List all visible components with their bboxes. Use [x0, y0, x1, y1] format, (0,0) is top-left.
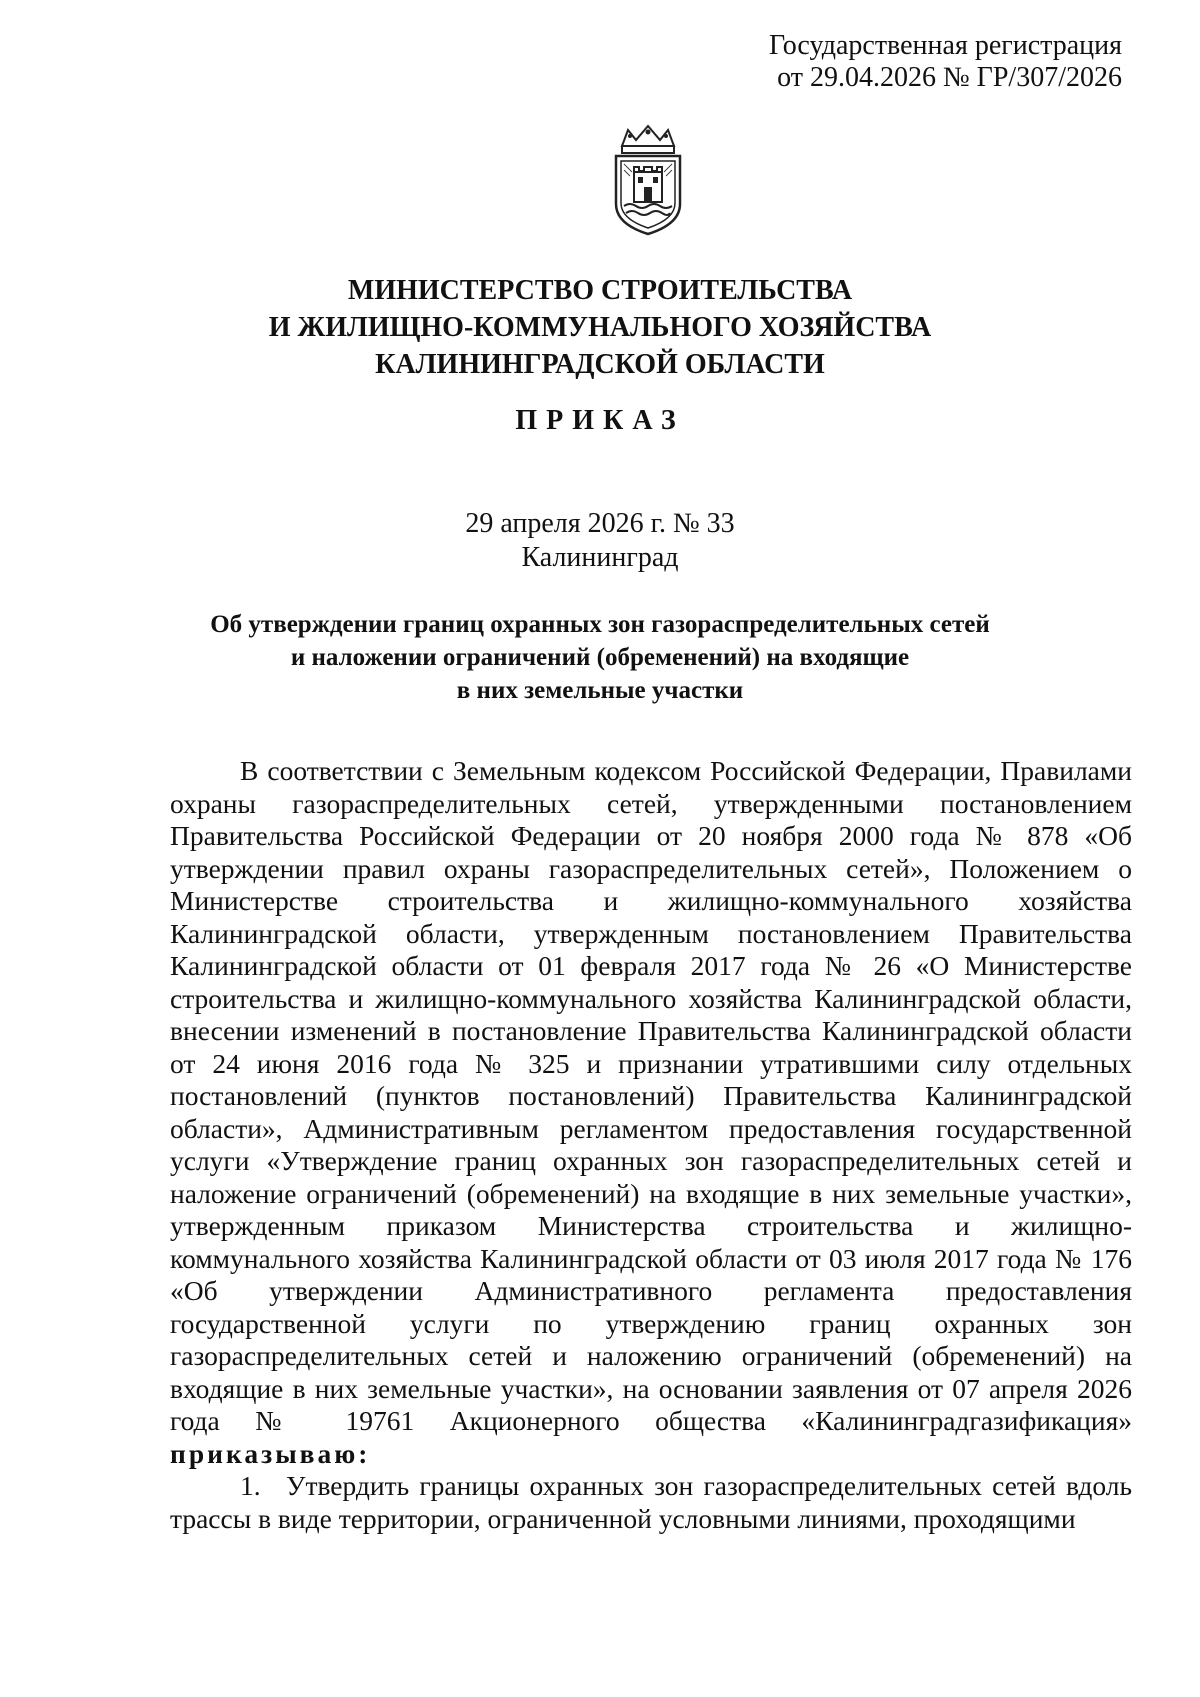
preamble-paragraph [170, 755, 1132, 1470]
document-type-heading: ПРИКАЗ [515, 405, 685, 436]
date-number: 29 апреля 2026 г. № 33 [465, 508, 735, 539]
subject-line-2: и наложении ограничений (обременений) на входящие [290, 644, 910, 671]
item-text: Утвердить границы охранных зон газораспределительных сетей вдоль трассы в виде территории, ограниченной условными линиями, проходящими [170, 1470, 1132, 1534]
coat-of-arms-icon [608, 124, 688, 236]
subject-line-3: в них земельные участки [456, 677, 744, 704]
subject-line-1: Об утверждении границ охранных зон газораспределительных сетей [210, 611, 990, 638]
preamble-text: В соответствии с Земельным кодексом Российской Федерации, Правилами охраны газораспределительных сетей, утвержденными постановлением Правительства Российской Федерации от 20 ноября 2000 года № 878 «Об утверждении правил охраны газораспределительных сетей», Положением о Министерстве строительства и жилищно-коммунального хозяйства Калининградской области, утвержденным постановлением Правительства Калининградской области от 01 февраля 2017 года № 26 «О Министерстве строительства и жилищно-коммунального хозяйства Калининградской области, внесении изменений в постановление Правительства Калининградской области от 24 июня 2016 года № 325 и признании утратившими силу отдельных постановлений (пунктов постановлений) Правительства Калининградской области», Административным регламентом предоставления государственной услуги «Утверждение границ охранных зон газораспределительных сетей и наложение ограничений (обременений) на входящие в них земельные участки», утвержденным приказом Министерства строительства и жилищно-коммунального хозяйства Калининградской области от 03 июля 2017 года № 176 «Об утверждении Административного регламента предоставления государственной услуги по утверждению границ охранных зон газораспределительных сетей и наложению ограничений (обременений) на входящие в них земельные участки», на основании заявления от 07 апреля 2026 года № 19761 Акционерного общества «Калининградгазификация» [170, 755, 1132, 1436]
registration-stamp [769, 30, 1122, 94]
registration-line-1: Государственная регистрация [769, 30, 1122, 61]
document-body [170, 755, 1132, 1535]
city: Калининград [521, 542, 679, 573]
ministry-name [0, 272, 1200, 383]
item-number: 1. [240, 1470, 261, 1501]
ministry-line-2: И ЖИЛИЩНО-КОММУНАЛЬНОГО ХОЗЯЙСТВА [268, 312, 932, 343]
ministry-line-3: КАЛИНИНГРАДСКОЙ ОБЛАСТИ [375, 349, 825, 380]
document-meta [0, 507, 1200, 575]
registration-line-2: от 29.04.2026 № ГР/307/2026 [777, 62, 1122, 93]
document-subject [0, 608, 1200, 707]
order-word: приказываю: [170, 1437, 371, 1469]
order-item-1 [170, 1470, 1132, 1535]
ministry-line-1: МИНИСТЕРСТВО СТРОИТЕЛЬСТВА [347, 275, 853, 306]
